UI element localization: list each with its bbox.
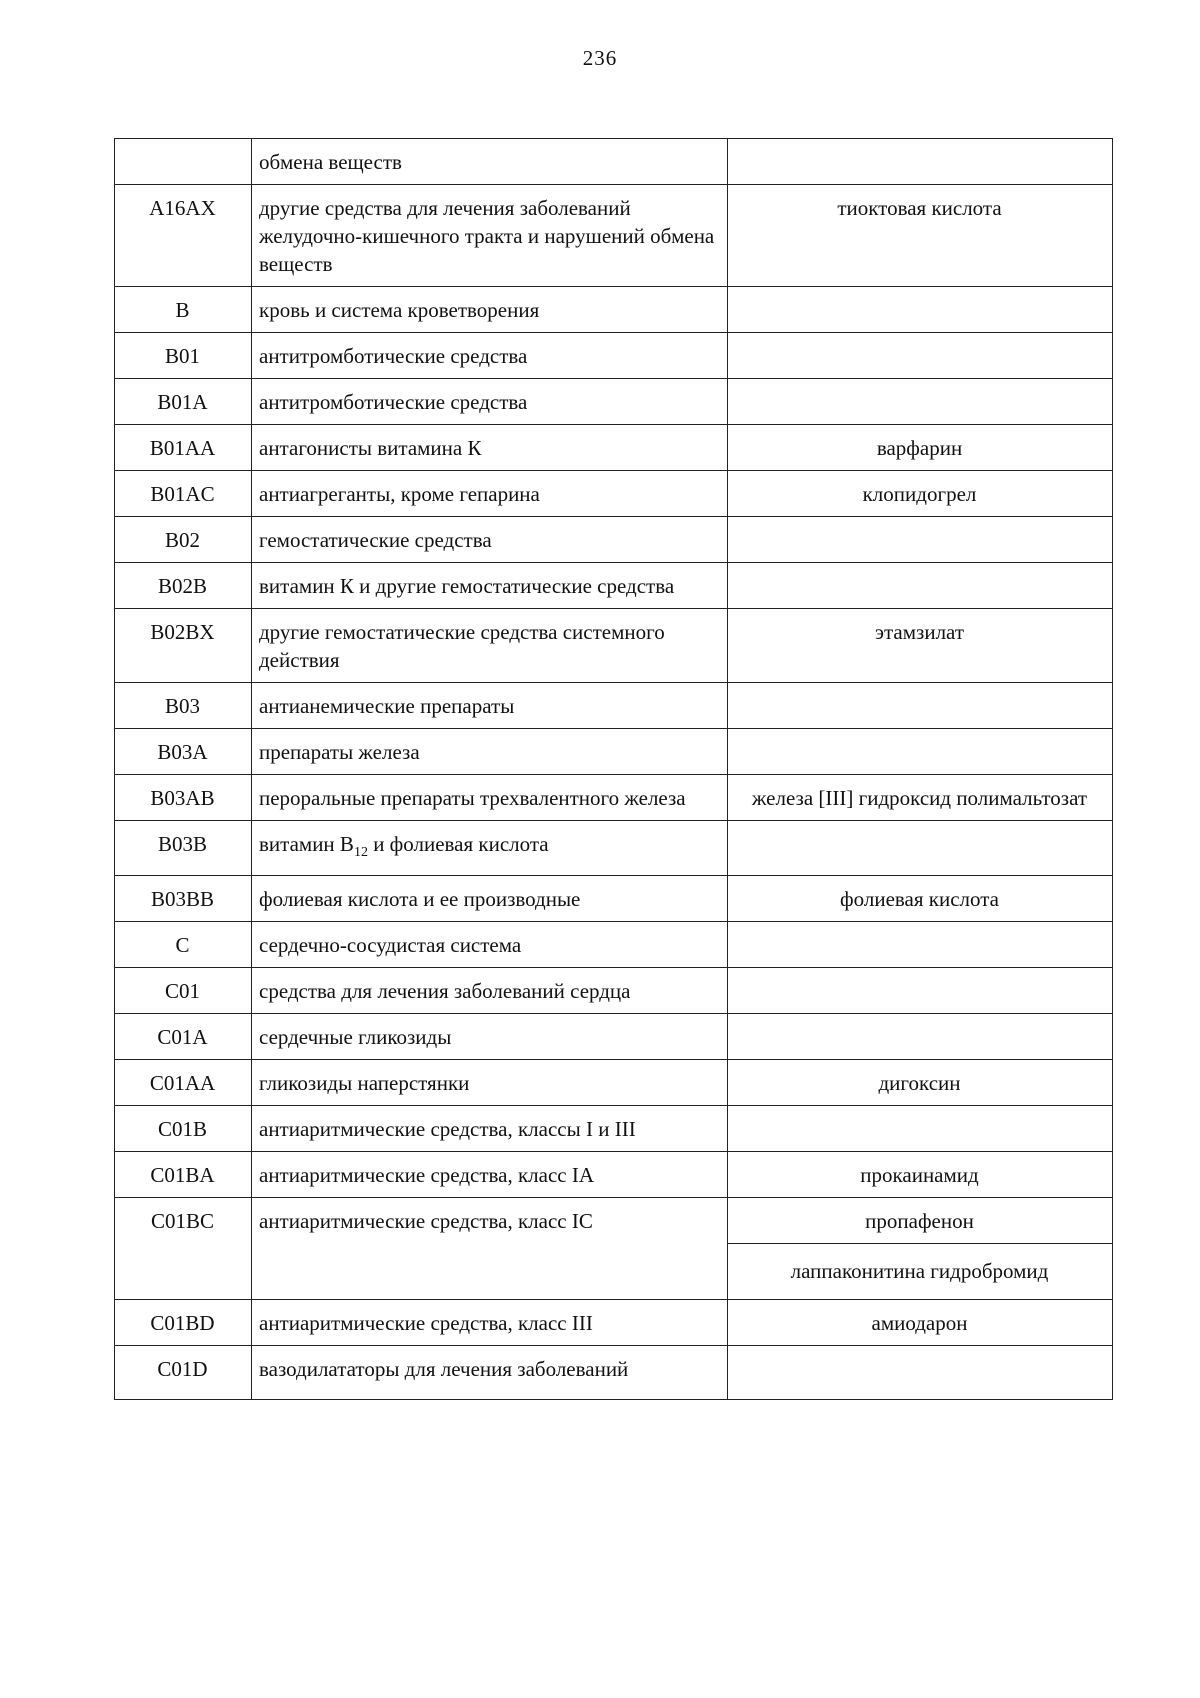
drug-name-cell: [728, 729, 1113, 775]
drug-name-cell: [728, 333, 1113, 379]
table-row: [115, 1346, 1113, 1400]
drug-name-cell: фолиевая кислота: [728, 876, 1113, 922]
group-name-text: витамин B: [259, 832, 354, 856]
group-name-cell: вазодилататоры для лечения заболеваний: [252, 1346, 728, 1400]
atc-code-cell: C01BC: [115, 1198, 252, 1300]
group-name-cell: антиаритмические средства, класс IA: [252, 1152, 728, 1198]
table-row: [115, 139, 1113, 185]
group-name-cell: антитромботические средства: [252, 333, 728, 379]
group-name-cell: гликозиды наперстянки: [252, 1060, 728, 1106]
atc-code-cell: C01AA: [115, 1060, 252, 1106]
table-row: [115, 922, 1113, 968]
table-row: [115, 1300, 1113, 1346]
atc-code-cell: A16AX: [115, 185, 252, 287]
table-row: [115, 425, 1113, 471]
atc-code-cell: C01D: [115, 1346, 252, 1400]
group-name-cell: антитромботические средства: [252, 379, 728, 425]
table-row: [115, 1060, 1113, 1106]
group-name-cell: средства для лечения заболеваний сердца: [252, 968, 728, 1014]
drug-name-cell: [728, 922, 1113, 968]
drug-name-cell: [728, 683, 1113, 729]
atc-code-cell: B03B: [115, 821, 252, 876]
group-name-cell: антагонисты витамина К: [252, 425, 728, 471]
drug-name-cell: этамзилат: [728, 609, 1113, 683]
group-name-cell: [252, 821, 728, 876]
drug-name-cell: [728, 139, 1113, 185]
drug-name-cell: тиоктовая кислота: [728, 185, 1113, 287]
drug-name-cell: клопидогрел: [728, 471, 1113, 517]
group-name-cell: антиаритмические средства, класс IC: [252, 1198, 728, 1300]
group-name-cell: антианемические препараты: [252, 683, 728, 729]
group-name-cell: обмена веществ: [252, 139, 728, 185]
drug-name-cell: дигоксин: [728, 1060, 1113, 1106]
table-row: [115, 683, 1113, 729]
atc-code-cell: B03BB: [115, 876, 252, 922]
atc-code-cell: C: [115, 922, 252, 968]
group-name-cell: пероральные препараты трехвалентного железа: [252, 775, 728, 821]
group-name-cell: другие средства для лечения заболеваний желудочно-кишечного тракта и нарушений обмена веществ: [252, 185, 728, 287]
group-name-cell: другие гемостатические средства системного действия: [252, 609, 728, 683]
group-name-cell: сердечно-сосудистая система: [252, 922, 728, 968]
page-number: 236: [582, 46, 618, 70]
drug-name-cell: [728, 517, 1113, 563]
subscript-text: 12: [353, 845, 368, 861]
atc-table: [114, 138, 1113, 1400]
atc-code-cell: B02: [115, 517, 252, 563]
drug-name-cell: лаппаконитина гидробромид: [728, 1244, 1113, 1300]
drug-name-cell: [728, 821, 1113, 876]
drug-name-cell: [728, 968, 1113, 1014]
drug-name-cell: амиодарон: [728, 1300, 1113, 1346]
table-row: [115, 563, 1113, 609]
atc-code-cell: B01A: [115, 379, 252, 425]
table-row: [115, 1198, 1113, 1244]
table-row: [115, 876, 1113, 922]
group-name-cell: антиаритмические средства, класс III: [252, 1300, 728, 1346]
group-name-cell: сердечные гликозиды: [252, 1014, 728, 1060]
group-name-cell: антиаритмические средства, классы I и III: [252, 1106, 728, 1152]
table-row: [115, 775, 1113, 821]
atc-code-cell: B01AC: [115, 471, 252, 517]
table-row: [115, 379, 1113, 425]
group-name-cell: гемостатические средства: [252, 517, 728, 563]
atc-code-cell: B: [115, 287, 252, 333]
atc-code-cell: C01: [115, 968, 252, 1014]
atc-code-cell: [115, 139, 252, 185]
group-name-cell: кровь и система кроветворения: [252, 287, 728, 333]
drug-name-cell: [728, 1106, 1113, 1152]
drug-name-cell: [728, 379, 1113, 425]
table-row: [115, 729, 1113, 775]
atc-code-cell: B01: [115, 333, 252, 379]
atc-code-cell: B02B: [115, 563, 252, 609]
table-row: [115, 517, 1113, 563]
drug-name-cell: варфарин: [728, 425, 1113, 471]
group-name-cell: витамин К и другие гемостатические средства: [252, 563, 728, 609]
drug-name-cell: [728, 287, 1113, 333]
drug-name-cell: прокаинамид: [728, 1152, 1113, 1198]
atc-code-cell: C01B: [115, 1106, 252, 1152]
table-row: [115, 333, 1113, 379]
drug-name-cell: [728, 563, 1113, 609]
table-row: [115, 609, 1113, 683]
atc-code-cell: B01AA: [115, 425, 252, 471]
table-row: [115, 968, 1113, 1014]
atc-code-cell: C01BA: [115, 1152, 252, 1198]
drug-name-cell: [728, 1346, 1113, 1400]
table-row: [115, 1014, 1113, 1060]
table-row: [115, 1106, 1113, 1152]
group-name-cell: фолиевая кислота и ее производные: [252, 876, 728, 922]
drug-name-cell: железа [III] гидроксид полимальтозат: [728, 775, 1113, 821]
atc-code-cell: C01BD: [115, 1300, 252, 1346]
table-row: [115, 471, 1113, 517]
drug-name-cell: пропафенон: [728, 1198, 1113, 1244]
group-name-text: и фолиевая кислота: [367, 832, 549, 856]
table-row: [115, 1152, 1113, 1198]
group-name-cell: препараты железа: [252, 729, 728, 775]
drug-name-cell: [728, 1014, 1113, 1060]
atc-code-cell: B02BX: [115, 609, 252, 683]
atc-table-body: [115, 139, 1113, 1400]
table-row: [115, 185, 1113, 287]
table-row: [115, 287, 1113, 333]
atc-code-cell: C01A: [115, 1014, 252, 1060]
table-row: [115, 821, 1113, 876]
atc-code-cell: B03AB: [115, 775, 252, 821]
group-name-cell: антиагреганты, кроме гепарина: [252, 471, 728, 517]
atc-code-cell: B03: [115, 683, 252, 729]
atc-code-cell: B03A: [115, 729, 252, 775]
